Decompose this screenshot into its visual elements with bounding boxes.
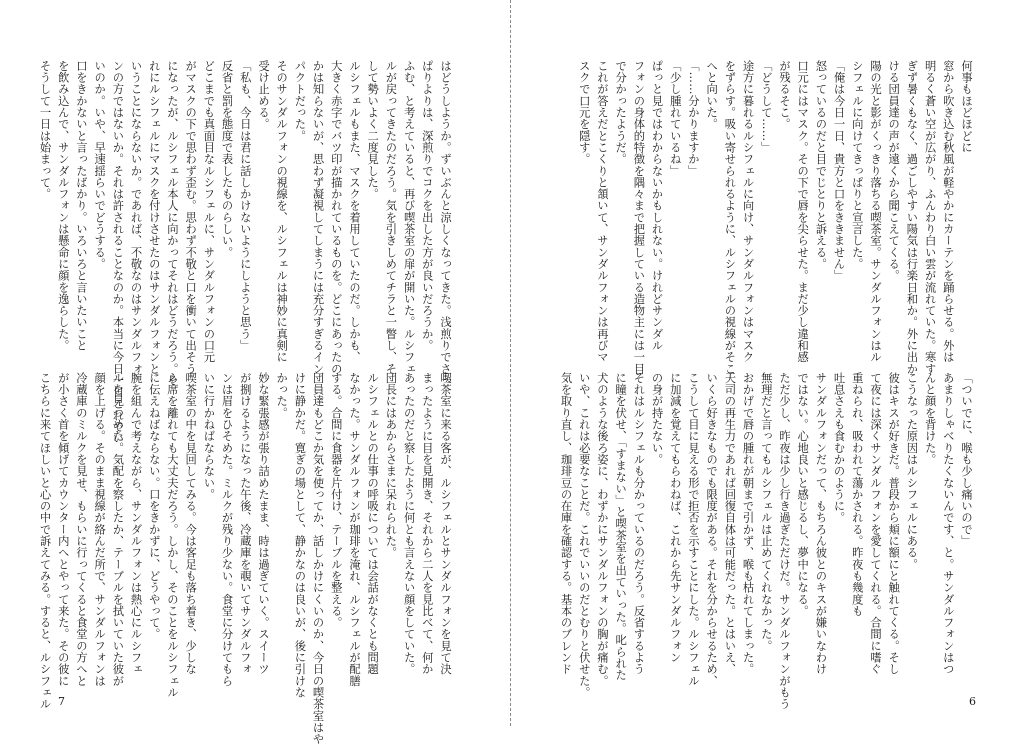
text-column: 「少し腫れているね」 bbox=[668, 60, 682, 177]
text-column: が小さく首を傾げてカウンター内へとやって来た。その彼に bbox=[56, 372, 70, 687]
left-lower-text-block bbox=[38, 372, 454, 745]
text-column: 「私も、今日は君に話しかけないようにしようと思う」 bbox=[238, 60, 252, 352]
text-column: かった。 bbox=[275, 372, 289, 419]
text-column: あったのだと察したように何とも言えない顔をしていた。 bbox=[402, 372, 416, 675]
text-column: 天司の再生力であれば回復自体は可能だった。とはいえ、 bbox=[723, 372, 737, 675]
text-column: ら席を離れても大丈夫だろう。しかし、そのことをルシフェル bbox=[165, 372, 179, 699]
text-column: いに行かねばならない。 bbox=[202, 372, 216, 501]
text-column: 反省と罰を態度で表したものらしい。 bbox=[220, 60, 234, 259]
text-column: こうなった原因はルシフェルにある。 bbox=[905, 372, 919, 571]
page-number: 7 bbox=[58, 695, 65, 708]
text-column: て夜には深くサンダルフォンを愛してくれる。合間に嗜ぐ bbox=[868, 372, 882, 675]
text-column: はどうしようか。ずいぶんと涼しくなってきた。浅煎りでさっ bbox=[439, 60, 452, 387]
text-column: スクで口元を隠す。 bbox=[577, 60, 591, 165]
text-column: 何事もほどほどに bbox=[960, 60, 973, 154]
text-column: 吐息さえも食むかのように。 bbox=[832, 372, 846, 524]
page-number: 6 bbox=[969, 695, 976, 708]
text-column: して勢いよく二度見した。 bbox=[366, 60, 380, 200]
text-column: いのか。いや、早速揺らいでどうする。 bbox=[93, 60, 107, 270]
text-column: をずらす。吸い寄せられるように、ルシフェルの視線がそこ bbox=[723, 60, 737, 375]
text-column: あまりしゃべりたくないんです、と。サンダルフォンはつ bbox=[941, 372, 955, 675]
text-column: んと顔を背けた。 bbox=[923, 372, 937, 466]
text-column: ではない。心地良いと感じるし、夢中になる。 bbox=[796, 372, 810, 617]
page-gutter-divider bbox=[510, 0, 511, 726]
text-column: おかげで唇の腫れが朝まで引かず、喉も枯れてしまった。 bbox=[741, 372, 755, 675]
text-column: がマスクの下で思わず歪む。思わず不敬と口を衝いて出そう bbox=[184, 60, 198, 375]
text-column: ぱっと見ではわからないかもしれない。けれどサンダル bbox=[650, 60, 664, 352]
text-column: に伝えねばならない。口をきかずに、どうやって。 bbox=[147, 372, 161, 640]
text-column: 犬のような後ろ姿に、わずかにサンダルフォンの胸が痛む。 bbox=[595, 372, 609, 687]
text-column: サンダルフォンだって、もちろん彼とのキスが嫌いなわけ bbox=[814, 372, 828, 675]
text-column: 「ついでに、喉も少し痛いので」 bbox=[960, 372, 973, 547]
text-column: ンの方ではないか。それは許されることなのか。本当に今日一日これでい bbox=[111, 60, 125, 445]
text-column: する。合間に食器を片付け、テーブルを整える。 bbox=[329, 372, 343, 629]
right-upper-text-block bbox=[577, 60, 975, 375]
text-column: 妙な緊張感が張り詰めたまま、時は過ぎていく。スイーツ bbox=[256, 372, 270, 675]
text-column: 彼はキスが好きだ。普段から頬に額にと触れてくる。そし bbox=[887, 372, 901, 675]
text-column: 無理だと言ってもルシフェルは止めてくれなかった。 bbox=[759, 372, 773, 652]
text-column: 窓から吹き込む秋風が軽やかにカーテンを踊らせる。外は bbox=[941, 60, 955, 363]
text-column: なかった。サンダルフォンが珈琲を淹れ、ルシフェルが配膳 bbox=[347, 372, 361, 687]
text-column: 腕を組んで考えながら、サンダルフォンは熱心にルシフェ bbox=[129, 372, 143, 675]
text-column: 受け止める。 bbox=[256, 60, 270, 130]
text-column: シフェルに向けてきっぱりと宣言した。 bbox=[850, 60, 864, 270]
left-page bbox=[0, 0, 511, 745]
right-page bbox=[513, 0, 1024, 726]
text-column: そうして一日は始まって。 bbox=[38, 60, 52, 200]
text-column: けに静かだ。寛ぎの場として、静かなのは良いが、後に引けな bbox=[293, 372, 307, 699]
text-column: 途方に暮れるルシフェルに向け、サンダルフォンはマスク bbox=[741, 60, 755, 363]
text-column: いうことにならないか。であれば、不敬なのはサンダルフォ bbox=[129, 60, 143, 375]
text-column: 喫茶室の中を見回してみる。今は客足も落ち着き、少しな bbox=[184, 372, 198, 675]
text-column: ふむ、と考えていると、再び喫茶室の扉が開いた。ルシフェ bbox=[402, 60, 416, 375]
text-column: を飲み込んで、サンダルフォンは懸命に顔を逸らした。 bbox=[56, 60, 70, 352]
text-column: で分かったようだ。 bbox=[614, 60, 628, 165]
text-column: 冷蔵庫のミルクを見せ、もらいに行ってくると食堂の方へと bbox=[74, 372, 88, 687]
text-column: 口をきかないと言ったばかり。いろいろと言いたいこと bbox=[74, 60, 88, 352]
text-column: 気を取り直し、珈琲豆の在庫を確認する。基本のブレンド bbox=[559, 372, 573, 675]
text-column: どこまでも真面目なルシフェルに、サンダルフォンの口元 bbox=[202, 60, 216, 363]
text-column: ただ少し、昨夜は少し行き過ぎただけだ。サンダルフォンがもう bbox=[777, 372, 791, 710]
text-column: いや、これは必要なことだ。これでいいのだとむりと伏せた。 bbox=[577, 372, 591, 699]
text-column: になったが、ルシフェル本人に向かってそれはどうだろう。そ bbox=[165, 60, 179, 387]
text-column: これが答えだとこくりと頷いて、サンダルフォンは再びマ bbox=[595, 60, 609, 363]
text-column: フォンの身体的特徴を隅々まで把握している造物主には一目 bbox=[632, 60, 646, 375]
text-column: ける団員達の声が遠くから聞こえてくる。 bbox=[887, 60, 901, 282]
text-column: ルが戻ってきたのだろう。気を引きしめてチラと一瞥し、そ bbox=[384, 60, 398, 375]
text-column: の身が持たない。 bbox=[650, 372, 664, 466]
text-column: ぱりよりは、深煎りでコクを出した方が良いだろうか。 bbox=[420, 60, 434, 352]
text-column: 陽の光と影がくっきり落ちる喫茶室。サンダルフォンはル bbox=[868, 60, 882, 363]
text-column: ルを見つめた。気配を察したか、テーブルを拭いていた彼が bbox=[111, 372, 125, 687]
text-column: パクトだった。 bbox=[293, 60, 307, 142]
text-column: 団長にはあからさまに呆れられた。 bbox=[384, 372, 398, 559]
text-column: 明るく蒼い空が広がり、ふんわり白い雲が流れていた。寒す bbox=[923, 60, 937, 375]
text-column: 「俺は今日一日、貴方と口をききません」 bbox=[832, 60, 846, 282]
text-column: に瞳を伏せ、「すまない」と喫茶室を出ていった。叱られた bbox=[614, 372, 628, 681]
text-column: に加減を覚えてもらわねば、これから先サンダルフォン bbox=[668, 372, 682, 664]
text-column: が捌けるようになった午後、冷蔵庫を覗いてサンダルフォ bbox=[238, 372, 252, 675]
text-column: 団員達もどこか気を使ってか、話しかけにくいのか、今日の喫茶室はや bbox=[311, 372, 325, 745]
text-column: こちらに来てほしいと心の中で訴えてみる。すると、ルシフェル bbox=[38, 372, 52, 710]
text-column: それはルシフェルも分かっているのだろう。反省するよう bbox=[632, 372, 646, 675]
text-column: いくら好きなものでも限度がある。それを分からせるため、 bbox=[705, 372, 719, 687]
text-column: かは知らないが、思わず凝視してしまうには充分すぎるイン bbox=[311, 60, 325, 375]
text-column: 顔を上げる。そのまま視線が絡んだ所で、サンダルフォンは bbox=[93, 372, 107, 687]
text-column: 「……分かりますか」 bbox=[686, 60, 700, 177]
text-column: が残るそこ。 bbox=[777, 60, 791, 130]
text-column: 「どうして……」 bbox=[759, 60, 773, 154]
text-column: ぎず暑くもなく、過ごしやすい陽気は行楽日和か。外に出か bbox=[905, 60, 919, 375]
text-column: ンは眉をひそめた。ミルクが残り少ない。食堂に分けてもら bbox=[220, 372, 234, 687]
text-column: 大きく赤字でバツ印が描かれているものを。どこにあったの bbox=[329, 60, 343, 375]
text-column: 重ねられ、吸われて蕩かされる。昨夜も幾度も bbox=[850, 372, 864, 617]
right-lower-text-block bbox=[559, 372, 975, 710]
text-column: 口元にはマスク。その下で唇を尖らせた。まだ少し違和感 bbox=[796, 60, 810, 363]
text-column: れにルシフェルにマスクを付けさせたのはサンダルフォンと bbox=[147, 60, 161, 375]
text-column: 喫茶室に来る客が、ルシフェルとサンダルフォンを見て決 bbox=[439, 372, 452, 675]
text-column: 怒っているのだと目でじとりと訴える。 bbox=[814, 60, 828, 270]
text-column: ルシフェルとの仕事の呼吸については会話がなくとも問題 bbox=[366, 372, 380, 675]
text-column: まったように目を見開き、それから二人を見比べて、何か bbox=[420, 372, 434, 675]
text-column: そのサンダルフォンの視線を、ルシフェルは神妙に真剣に bbox=[275, 60, 289, 363]
text-column: へと向いた。 bbox=[705, 60, 719, 130]
text-column: こうして目に見える形で拒否を示すことにした。ルシフェル bbox=[686, 372, 700, 687]
text-column: ルシフェルもまた、マスクを着用していたのだ。しかも、 bbox=[347, 60, 361, 363]
